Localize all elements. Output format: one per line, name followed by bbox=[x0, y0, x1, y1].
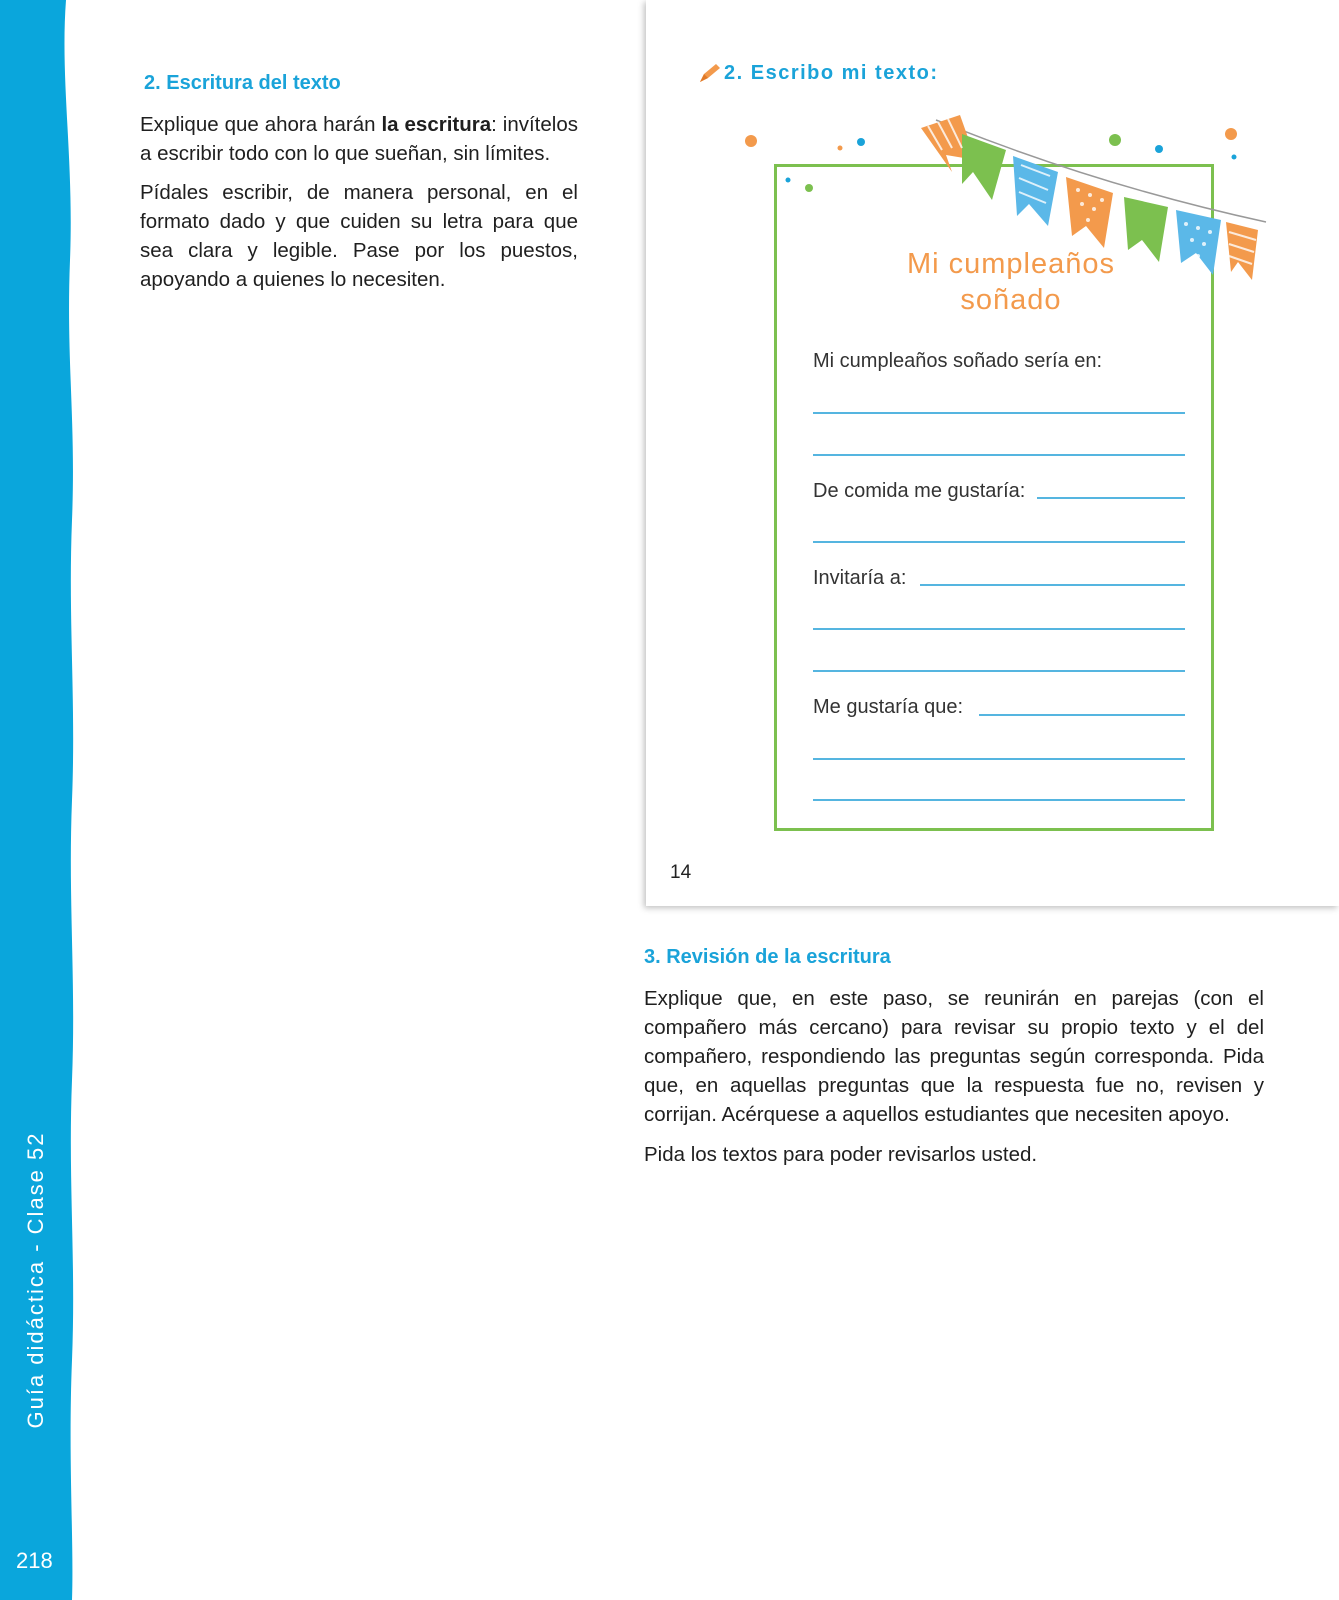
paragraph-escritura-1: Explique que ahora harán la escritura: invítelos a escribir todo con lo que sueñan, sin límites. bbox=[140, 113, 578, 165]
section-heading-revision: 3. Revisión de la escritura bbox=[644, 946, 891, 968]
writing-line bbox=[813, 670, 1185, 672]
prompt-comida: De comida me gustaría: bbox=[813, 480, 1026, 502]
workbook-page bbox=[646, 0, 1339, 906]
prompt-lugar: Mi cumpleaños soñado sería en: bbox=[813, 350, 1103, 372]
bold-la-escritura: la escritura bbox=[381, 113, 492, 136]
writing-line bbox=[813, 454, 1185, 456]
paragraph-revision-2: Pida los textos para poder revisarlos usted. bbox=[644, 1143, 1038, 1166]
writing-line bbox=[920, 584, 1185, 586]
writing-line bbox=[813, 799, 1185, 801]
writing-line bbox=[813, 541, 1185, 543]
sidebar-title: Guía didáctica - Clase 52 bbox=[23, 1131, 48, 1429]
workbook-title: Mi cumpleaños soñado bbox=[906, 248, 1116, 316]
prompt-deseo: Me gustaría que: bbox=[813, 696, 964, 718]
writing-line bbox=[813, 628, 1185, 630]
writing-line bbox=[813, 412, 1185, 414]
writing-line bbox=[979, 714, 1185, 716]
workbook-heading: 2. Escribo mi texto: bbox=[724, 62, 939, 84]
paragraph-escritura-2: Pídales escribir, de manera personal, en el formato dado y que cuiden su letra para que sea clara y legible. Pase por los puestos, apoyando a quienes lo necesiten. bbox=[140, 181, 578, 291]
writing-line bbox=[813, 758, 1185, 760]
writing-line bbox=[1037, 497, 1185, 499]
paragraph-revision-1: Explique que, en este paso, se reunirán en parejas (con el compañero más cercano) para revisar su propio texto y el del compañero, respondiendo las preguntas según corresponda. Pida que, en aquellas preguntas que la respuesta fue no, revisen y corrijan. Acérquese a aquellos estudiantes que necesiten apoyo. bbox=[644, 987, 1264, 1126]
page-number: 218 bbox=[16, 1548, 53, 1573]
prompt-invitados: Invitaría a: bbox=[813, 567, 907, 589]
section-heading-escritura: 2. Escritura del texto bbox=[144, 72, 341, 94]
workbook-page-number: 14 bbox=[670, 862, 692, 883]
